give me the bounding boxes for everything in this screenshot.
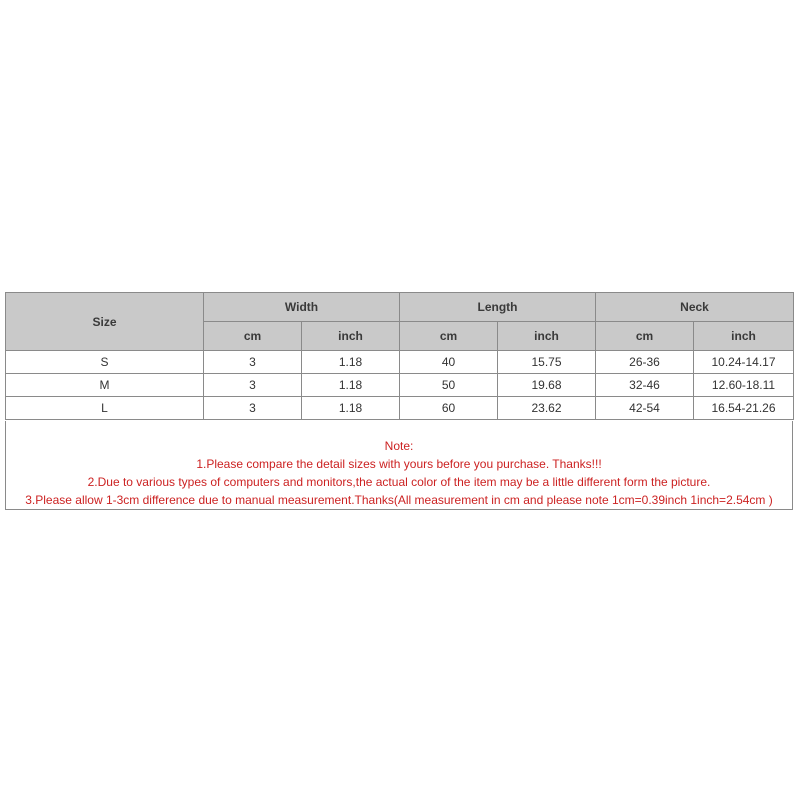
- cell-size: M: [6, 374, 204, 397]
- header-unit-neck-cm: cm: [596, 322, 694, 351]
- header-size: Size: [6, 293, 204, 351]
- cell-neck-inch: 16.54-21.26: [694, 397, 794, 420]
- header-width: Width: [204, 293, 400, 322]
- note-line: 1.Please compare the detail sizes with yours before you purchase. Thanks!!!: [196, 457, 602, 471]
- header-unit-width-inch: inch: [302, 322, 400, 351]
- header-length: Length: [400, 293, 596, 322]
- cell-length-inch: 19.68: [498, 374, 596, 397]
- cell-length-inch: 23.62: [498, 397, 596, 420]
- table-row: [6, 374, 794, 397]
- cell-width-cm: 3: [204, 397, 302, 420]
- cell-length-cm: 60: [400, 397, 498, 420]
- header-neck: Neck: [596, 293, 794, 322]
- cell-width-cm: 3: [204, 351, 302, 374]
- header-unit-length-cm: cm: [400, 322, 498, 351]
- cell-width-cm: 3: [204, 374, 302, 397]
- header-unit-width-cm: cm: [204, 322, 302, 351]
- cell-length-cm: 40: [400, 351, 498, 374]
- note-line: 3.Please allow 1-3cm difference due to manual measurement.Thanks(All measurement in cm and please note 1cm=0.39inch 1inch=2.54cm ): [25, 493, 773, 507]
- header-unit-length-inch: inch: [498, 322, 596, 351]
- header-unit-neck-inch: inch: [694, 322, 794, 351]
- notes-title: Note:: [384, 439, 414, 453]
- header-row-groups: [6, 293, 794, 322]
- cell-neck-cm: 42-54: [596, 397, 694, 420]
- cell-neck-cm: 26-36: [596, 351, 694, 374]
- cell-neck-inch: 12.60-18.11: [694, 374, 794, 397]
- size-chart-table: [5, 292, 794, 420]
- cell-width-inch: 1.18: [302, 397, 400, 420]
- cell-length-inch: 15.75: [498, 351, 596, 374]
- note-line: 2.Due to various types of computers and monitors,the actual color of the item may be a little different form the picture.: [87, 475, 711, 489]
- cell-size: L: [6, 397, 204, 420]
- table-row: [6, 397, 794, 420]
- cell-width-inch: 1.18: [302, 374, 400, 397]
- notes-panel: [5, 421, 793, 510]
- cell-size: S: [6, 351, 204, 374]
- table-row: [6, 351, 794, 374]
- cell-neck-cm: 32-46: [596, 374, 694, 397]
- cell-neck-inch: 10.24-14.17: [694, 351, 794, 374]
- cell-width-inch: 1.18: [302, 351, 400, 374]
- cell-length-cm: 50: [400, 374, 498, 397]
